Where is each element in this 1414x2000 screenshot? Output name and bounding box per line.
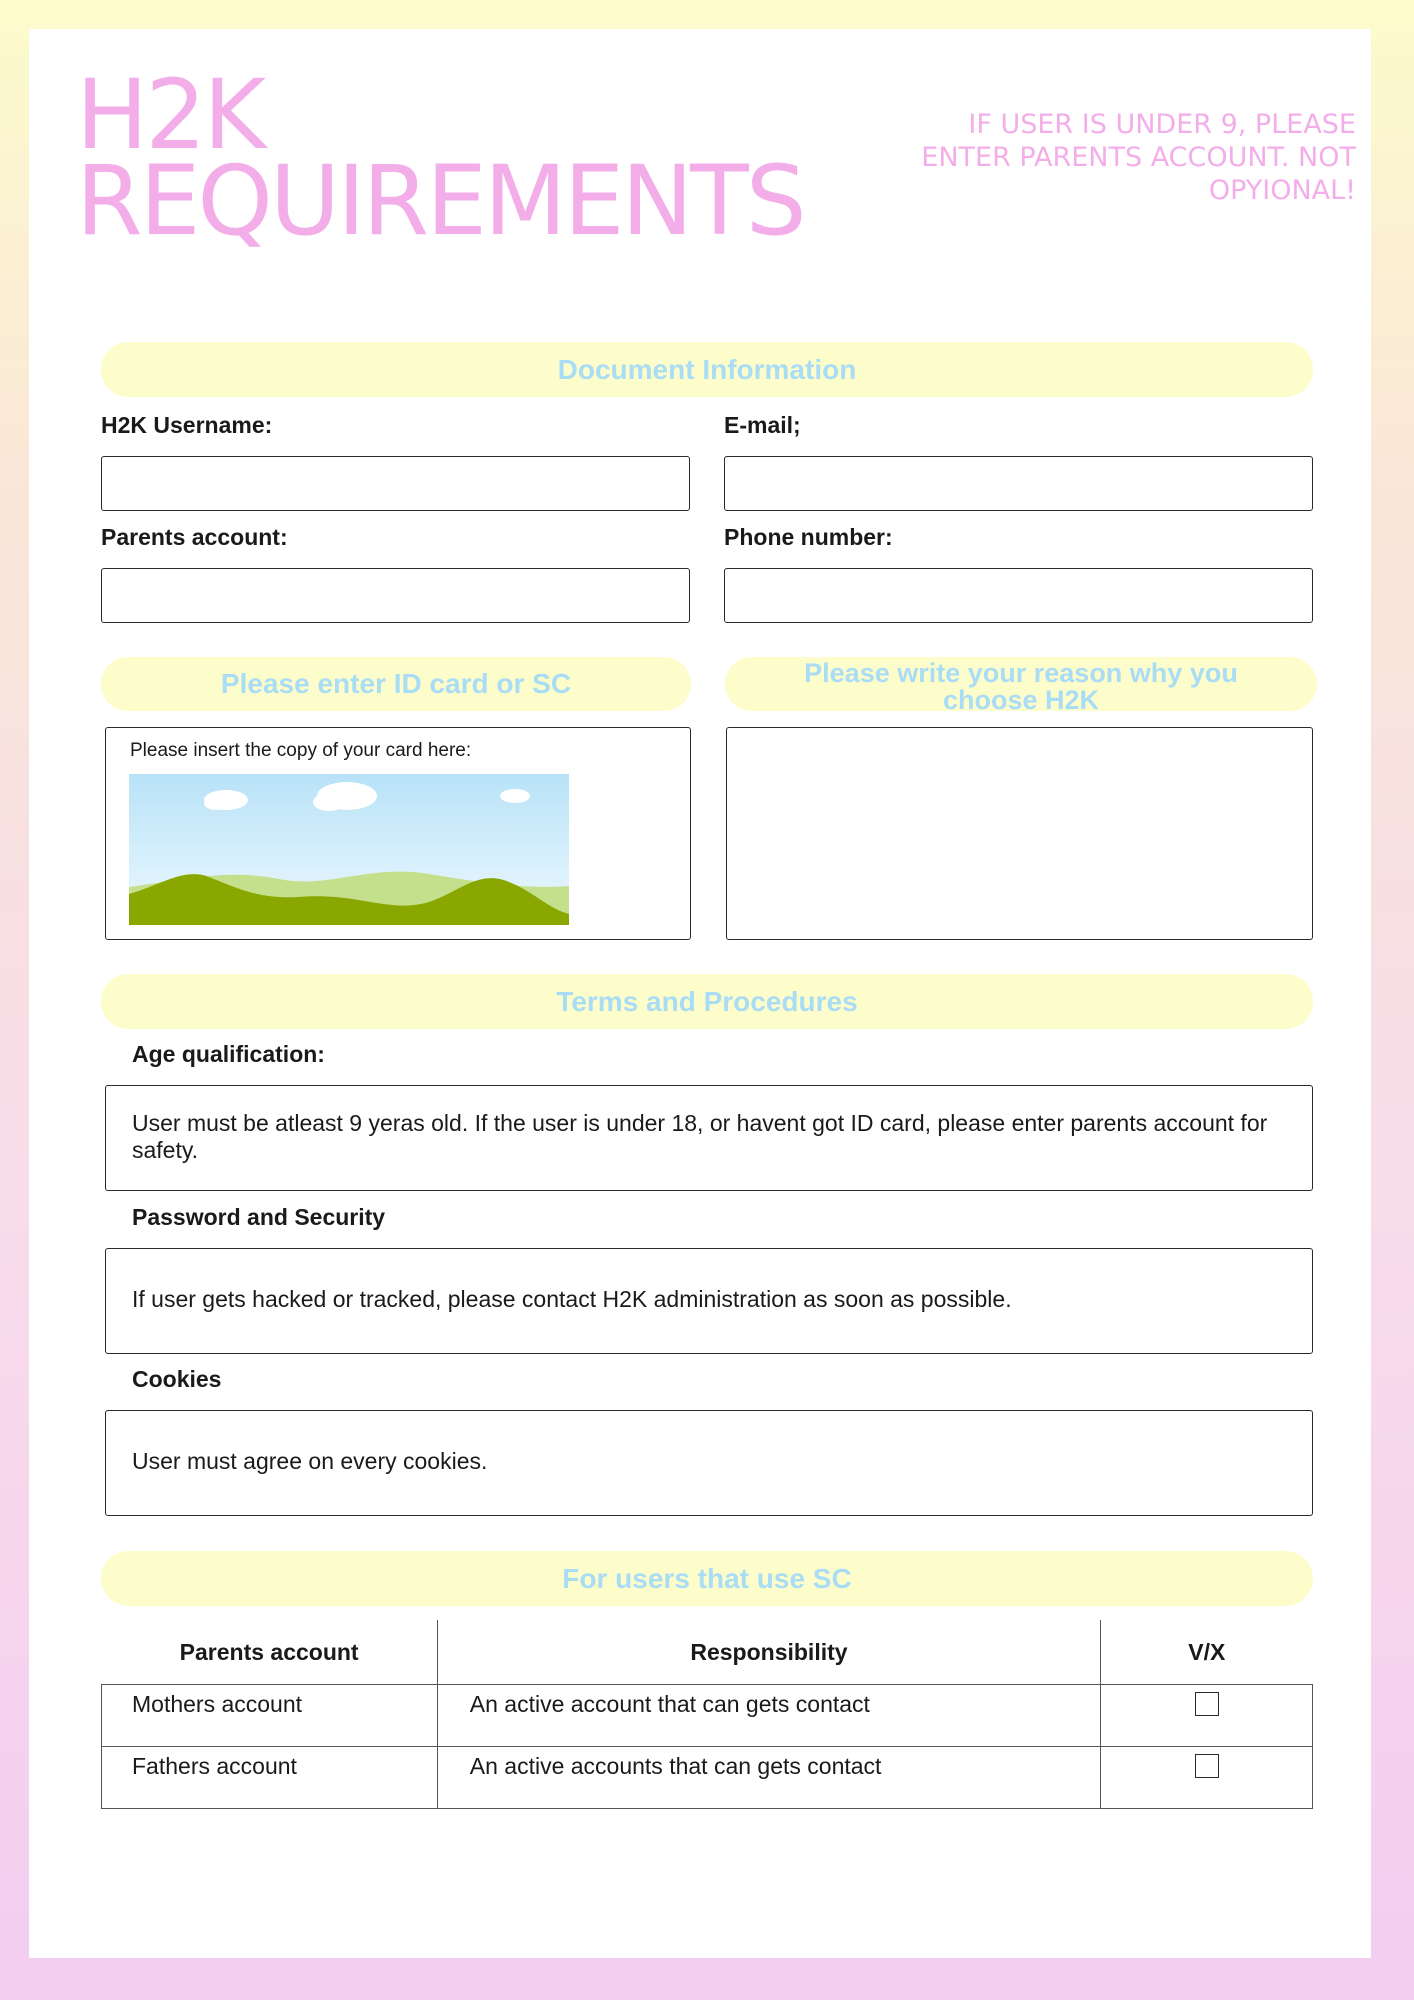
reason-heading: Please write your reason why you choose H2K	[725, 657, 1317, 711]
cookies-box	[105, 1410, 1313, 1516]
parents-account-field[interactable]	[101, 568, 690, 623]
phone-number-field[interactable]	[724, 568, 1313, 623]
fathers-account-checkbox[interactable]	[1195, 1754, 1219, 1778]
account-cell: Mothers account	[102, 1685, 438, 1747]
cookies-title: Cookies	[132, 1366, 222, 1392]
age-qualification-title: Age qualification:	[132, 1041, 325, 1067]
responsibility-cell: An active account that can gets contact	[437, 1685, 1100, 1747]
phone-number-label: Phone number:	[724, 524, 893, 550]
age-qualification-box	[105, 1085, 1313, 1191]
document-information-heading: Document Information	[101, 342, 1313, 397]
title-line-2: REQUIREMENTS	[76, 145, 804, 257]
sc-parents-table	[101, 1620, 1313, 1809]
table-row	[102, 1747, 1313, 1809]
column-header-responsibility: Responsibility	[437, 1620, 1100, 1685]
sc-users-heading: For users that use SC	[101, 1551, 1313, 1606]
cookies-text: User must agree on every cookies.	[132, 1448, 488, 1474]
page-title	[76, 59, 804, 257]
title-line-1: H2K	[76, 59, 264, 171]
responsibility-cell: An active accounts that can gets contact	[437, 1747, 1100, 1809]
column-header-parents-account: Parents account	[179, 1638, 359, 1665]
username-field[interactable]	[101, 456, 690, 511]
vx-cell	[1101, 1685, 1313, 1747]
password-security-title: Password and Security	[132, 1204, 386, 1230]
mothers-account-checkbox[interactable]	[1195, 1692, 1219, 1716]
insert-card-caption: Please insert the copy of your card here:	[130, 740, 472, 761]
landscape-image-icon	[129, 774, 569, 925]
password-security-box	[105, 1248, 1313, 1354]
age-qualification-text: User must be atleast 9 yeras old. If the user is under 18, or havent got ID card, please enter parents account for safety.	[132, 1110, 1268, 1163]
username-label: H2K Username:	[101, 412, 273, 438]
terms-heading: Terms and Procedures	[101, 974, 1313, 1029]
email-field[interactable]	[724, 456, 1313, 511]
under-9-notice: IF USER IS UNDER 9, PLEASE ENTER PARENTS ACCOUNT. NOT OPYIONAL!	[921, 109, 1356, 206]
parents-account-label: Parents account:	[101, 524, 288, 550]
reason-textarea[interactable]	[726, 727, 1313, 940]
id-card-upload-box[interactable]	[105, 727, 691, 940]
column-header-vx: V/X	[1101, 1620, 1313, 1685]
account-cell: Fathers account	[102, 1747, 438, 1809]
email-label: E-mail;	[724, 412, 801, 438]
password-security-text: If user gets hacked or tracked, please contact H2K administration as soon as possible.	[132, 1286, 1012, 1312]
table-header-row	[102, 1620, 1313, 1685]
vx-cell	[1101, 1747, 1313, 1809]
id-card-heading: Please enter ID card or SC	[101, 657, 691, 711]
table-row	[102, 1685, 1313, 1747]
